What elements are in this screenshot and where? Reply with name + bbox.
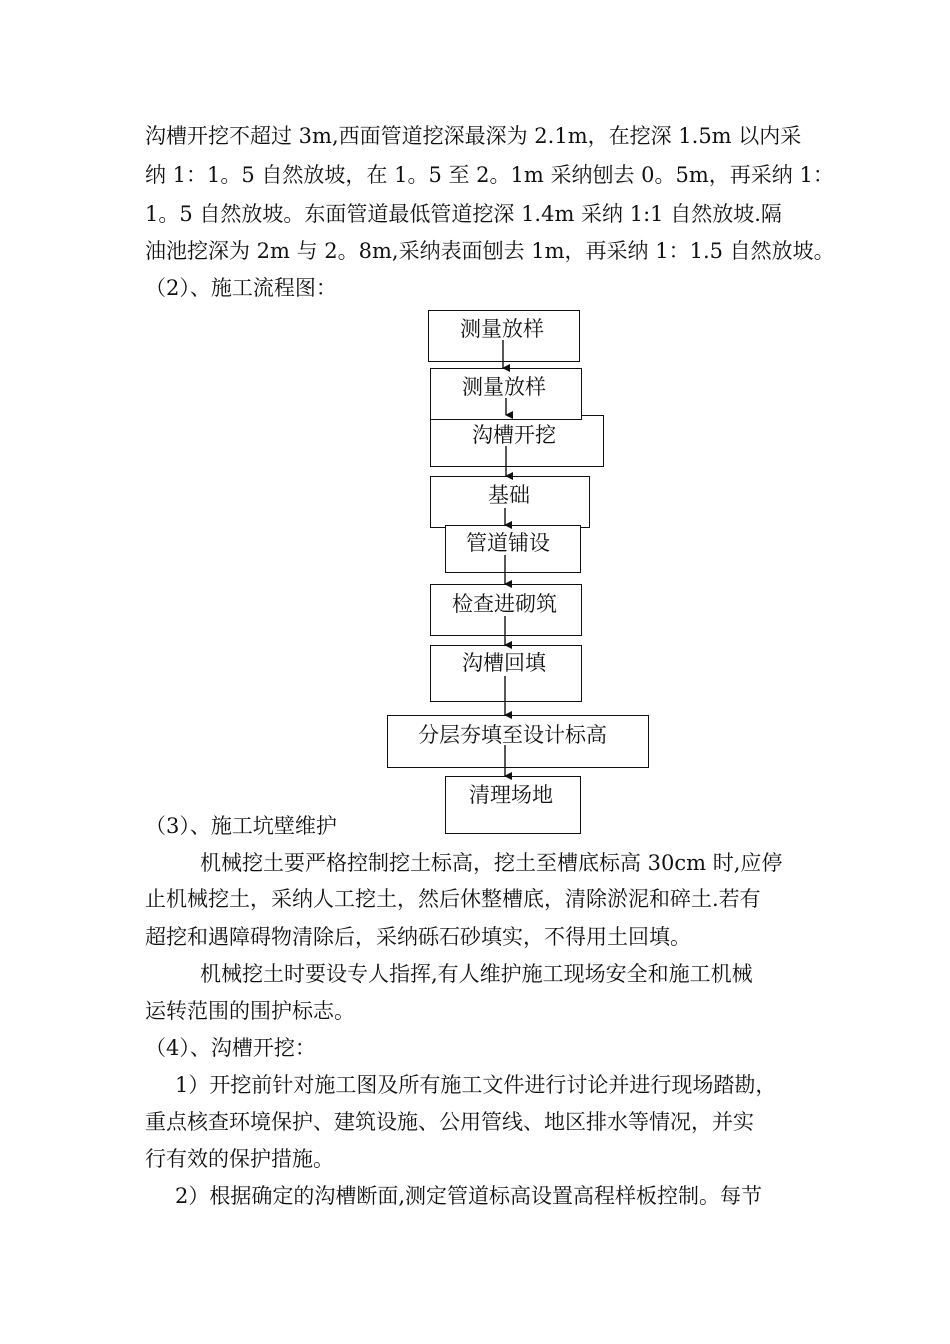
flow-label-5: 管道铺设 <box>466 531 550 555</box>
section4-item1-line-1: 1）开挖前针对施工图及所有施工文件进行讨论并进行现场踏勘， <box>175 1073 777 1097</box>
intro-line-4: 油池挖深为 2m 与 2。8m,采纳表面刨去 1m，再采纳 1：1.5 自然放坡。 <box>145 239 835 263</box>
flow-label-1: 测量放样 <box>460 317 544 341</box>
flow-label-3: 沟槽开挖 <box>472 423 556 447</box>
flow-label-2: 测量放样 <box>462 375 546 399</box>
flow-label-8: 分层夯填至设计标高 <box>418 723 607 747</box>
intro-line-1: 沟槽开挖不超过 3m,西面管道挖深最深为 2.1m，在挖深 1.5m 以内采 <box>145 124 802 148</box>
intro-line-2: 纳 1：1。5 自然放坡，在 1。5 至 2。1m 采纳刨去 0。5m，再采纳 1： <box>145 163 834 187</box>
flow-label-7: 沟槽回填 <box>462 651 546 675</box>
section3-para2-line-1: 机械挖土时要设专人指挥,有人维护施工现场安全和施工机械 <box>200 962 753 986</box>
section3-heading: （3）、施工坑壁维护 <box>145 814 337 838</box>
flow-label-6: 检查进砌筑 <box>452 592 557 616</box>
flow-label-4: 基础 <box>488 483 530 507</box>
section3-para2-line-2: 运转范围的围护标志。 <box>145 999 355 1023</box>
section3-para1-line-2: 止机械挖土，采纳人工挖土，然后休整槽底，清除淤泥和碎土.若有 <box>145 887 761 911</box>
flow-label-9: 清理场地 <box>469 783 553 807</box>
section2-heading: （2）、施工流程图： <box>145 276 337 300</box>
section4-item1-line-3: 行有效的保护措施。 <box>145 1147 334 1171</box>
section4-item1-line-2: 重点核查环境保护、建筑设施、公用管线、地区排水等情况，并实 <box>145 1110 754 1134</box>
section3-para1-line-1: 机械挖土要严格控制挖土标高，挖土至槽底标高 30cm 时,应停 <box>200 851 783 875</box>
intro-line-3: 1。5 自然放坡。东面管道最低管道挖深 1.4m 采纳 1:1 自然放坡.隔 <box>145 202 782 226</box>
section4-heading: （4）、沟槽开挖： <box>145 1036 316 1060</box>
section3-para1-line-3: 超挖和遇障碍物清除后，采纳砾石砂填实，不得用土回填。 <box>145 925 691 949</box>
section4-item2-line-1: 2）根据确定的沟槽断面,测定管道标高设置高程样板控制。每节 <box>175 1184 763 1208</box>
